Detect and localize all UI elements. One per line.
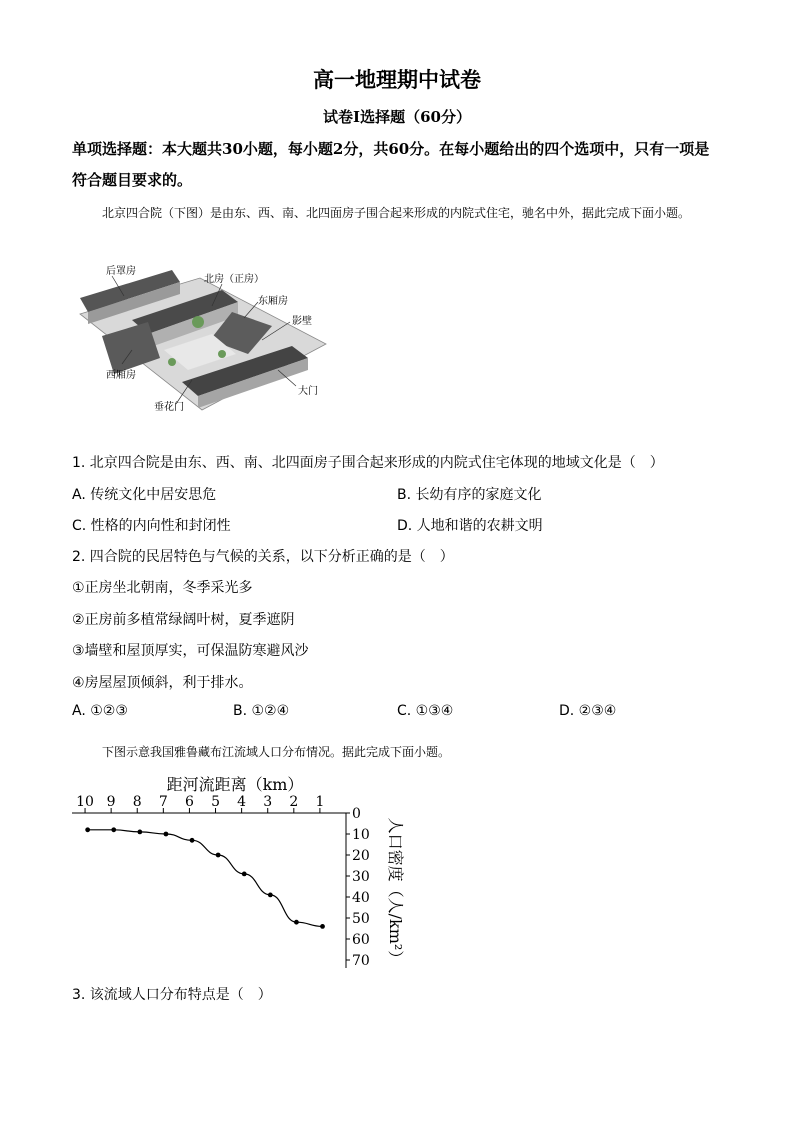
q1-option-b[interactable]: B. 长幼有序的家庭文化 (397, 487, 542, 503)
y-tick-label: 60 (352, 932, 370, 948)
x-tick-label: 1 (315, 794, 325, 810)
label-north-house: 北房（正房） (204, 274, 264, 285)
y-tick-label: 0 (352, 806, 361, 822)
data-point (294, 920, 299, 925)
data-point (137, 830, 142, 835)
x-tick-label: 5 (211, 794, 220, 810)
page-title: 高一地理期中试卷 (313, 67, 481, 92)
q2-option-c[interactable]: C. ①③④ (397, 703, 454, 719)
data-point (190, 838, 195, 843)
q2-statement-2: ②正房前多植常绿阔叶树，夏季遮阴 (72, 612, 295, 628)
q1-option-d[interactable]: D. 人地和谐的农耕文明 (397, 518, 543, 534)
y-tick-label: 30 (352, 869, 370, 885)
question-3-stem: 3. 该流域人口分布特点是（ ） (72, 987, 272, 1003)
x-tick-label: 8 (132, 794, 142, 810)
q1-option-a[interactable]: A. 传统文化中居安思危 (72, 487, 217, 503)
x-tick-label: 9 (106, 794, 116, 810)
q2-option-b[interactable]: B. ①②④ (233, 703, 290, 719)
question-1-stem: 1. 北京四合院是由东、西、南、北四面房子围合起来形成的内院式住宅体现的地域文化是（ ） (72, 455, 664, 471)
x-tick-label: 7 (158, 794, 168, 810)
population-density-chart (60, 770, 410, 975)
data-point (320, 924, 325, 929)
chart-xlabel: 距河流距离（km） (166, 775, 304, 794)
y-tick-label: 10 (352, 827, 370, 843)
x-tick-label: 6 (184, 794, 194, 810)
data-point (85, 827, 90, 832)
label-gate: 大门 (298, 386, 318, 397)
y-tick-label: 20 (352, 848, 370, 864)
section-subtitle: 试卷Ⅰ选择题（60分） (323, 108, 471, 126)
q2-statement-1: ①正房坐北朝南，冬季采光多 (72, 580, 253, 596)
chart-ylabel: 人口密度（人/km²） (386, 817, 405, 967)
siheyuan-figure (72, 262, 334, 412)
y-tick-label: 70 (352, 953, 370, 969)
intro-siheyuan: 北京四合院（下图）是由东、西、南、北四面房子围合起来形成的内院式住宅，驰名中外，据此完成下面小题。 (102, 206, 691, 220)
x-tick-label: 4 (237, 794, 247, 810)
label-west-wing: 西厢房 (106, 370, 136, 381)
data-point (111, 827, 116, 832)
data-point (242, 872, 247, 877)
question-2-stem: 2. 四合院的民居特色与气候的关系，以下分析正确的是（ ） (72, 549, 454, 565)
label-screen-wall: 影壁 (292, 316, 312, 327)
data-point (268, 893, 273, 898)
intro-population: 下图示意我国雅鲁藏布江流域人口分布情况。据此完成下面小题。 (102, 745, 451, 759)
data-point (216, 853, 221, 858)
x-tick-label: 2 (289, 794, 299, 810)
x-tick-label: 10 (76, 794, 94, 810)
series-line (88, 830, 323, 927)
label-east-wing: 东厢房 (258, 296, 288, 307)
y-tick-label: 50 (352, 911, 370, 927)
y-tick-label: 40 (352, 890, 370, 906)
x-tick-label: 3 (263, 794, 273, 810)
q2-option-d[interactable]: D. ②③④ (559, 703, 617, 719)
data-point (164, 832, 169, 837)
q2-statement-3: ③墙壁和屋顶厚实，可保温防寒避风沙 (72, 643, 309, 659)
q2-statement-4: ④房屋屋顶倾斜，利于排水。 (72, 675, 253, 691)
q1-option-c[interactable]: C. 性格的内向性和封闭性 (72, 518, 231, 534)
label-back-house: 后罩房 (106, 266, 136, 277)
instruction-text: 单项选择题：本大题共30小题，每小题2分，共60分。在每小题给出的四个选项中，只有一项是符合题目要求的。 (72, 140, 710, 189)
q2-option-a[interactable]: A. ①②③ (72, 703, 128, 719)
label-flower-gate: 垂花门 (154, 402, 184, 412)
